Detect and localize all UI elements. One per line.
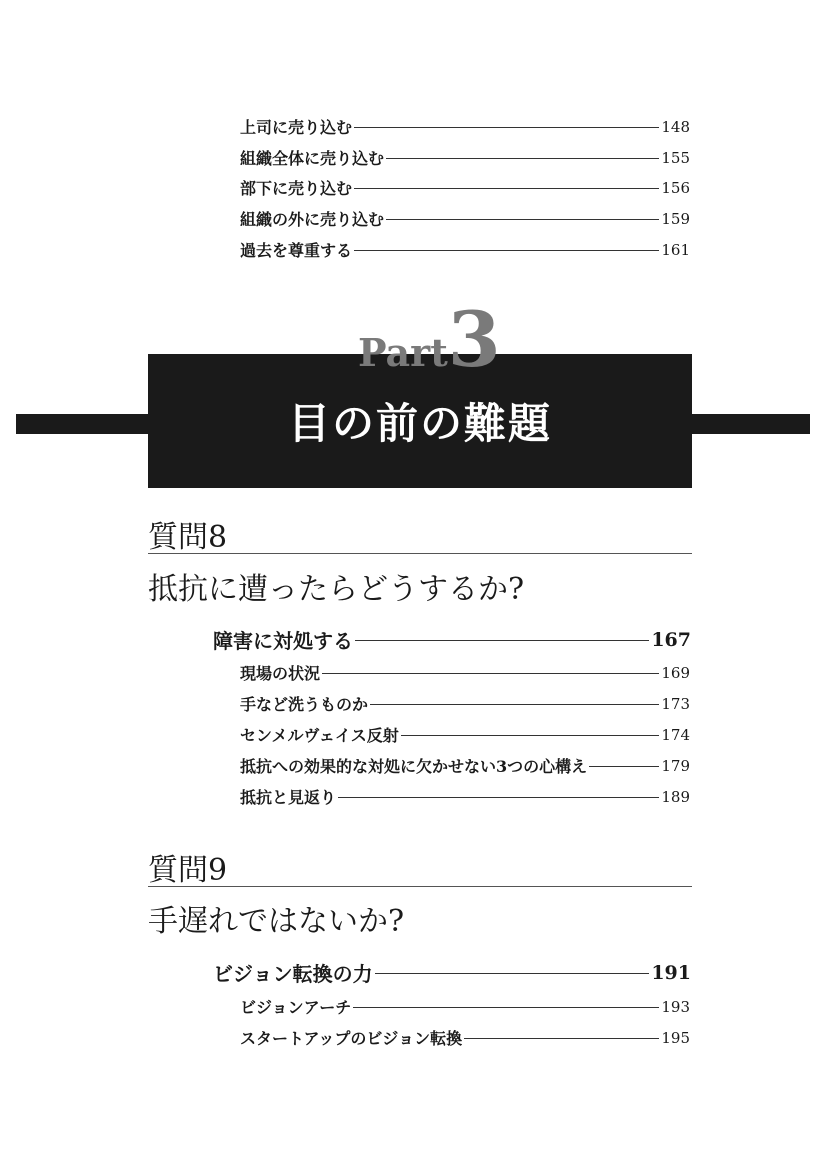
toc-entry-title: 組織の外に売り込む: [240, 210, 385, 229]
toc-entry-title: スタートアップのビジョン転換: [240, 1029, 463, 1048]
toc-section-page: 167: [651, 628, 691, 651]
toc-entry[interactable]: [240, 146, 690, 169]
toc-entry-title: 過去を尊重する: [240, 241, 353, 260]
question-text: 手遅れではないか?: [148, 904, 405, 939]
toc-entry-title: ビジョンアーチ: [240, 998, 352, 1017]
question-divider: [148, 886, 692, 887]
toc-entry-title: 部下に売り込む: [240, 179, 353, 198]
leader-line: [354, 250, 659, 251]
toc-entry-title: 抵抗と見返り: [240, 788, 337, 807]
toc-section-page: 191: [651, 961, 691, 984]
leader-line: [354, 188, 659, 189]
leader-line: [355, 640, 649, 641]
toc-entry-title: 現場の状況: [240, 664, 321, 683]
leader-line: [338, 797, 659, 798]
part-label: [358, 295, 501, 384]
part-title: 目の前の難題: [287, 399, 552, 448]
toc-entry-page: 195: [661, 1028, 690, 1047]
toc-entry-page: 193: [661, 997, 690, 1016]
toc-entry-title: 手など洗うものか: [240, 695, 369, 714]
toc-entry[interactable]: [240, 661, 690, 684]
toc-section-title: ビジョン転換の力: [213, 962, 373, 986]
question-label: 質問8: [148, 520, 228, 555]
leader-line: [354, 127, 659, 128]
decorative-band-right: [690, 414, 810, 434]
toc-section-title: 障害に対処する: [213, 629, 353, 653]
question-label: 質問9: [148, 853, 228, 888]
leader-line: [353, 1007, 659, 1008]
leader-line: [589, 766, 659, 767]
toc-entry[interactable]: [240, 207, 690, 230]
toc-entry-page: 148: [661, 117, 690, 136]
leader-line: [370, 704, 659, 705]
toc-entry-title: 抵抗への効果的な対処に欠かせない3つの心構え: [240, 757, 588, 776]
toc-entry-page: 179: [661, 756, 690, 775]
part-number: 3: [447, 295, 501, 384]
toc-entry[interactable]: [240, 238, 690, 261]
toc-entry-page: 189: [661, 787, 690, 806]
toc-entry-page: 155: [661, 148, 690, 167]
toc-entry[interactable]: [240, 115, 690, 138]
leader-line: [386, 158, 659, 159]
toc-entry[interactable]: [240, 754, 690, 777]
leader-line: [386, 219, 659, 220]
toc-section[interactable]: [213, 625, 691, 654]
toc-entry-title: 組織全体に売り込む: [240, 149, 385, 168]
leader-line: [464, 1038, 659, 1039]
leader-line: [401, 735, 660, 736]
question-divider: [148, 553, 692, 554]
toc-entry-page: 159: [661, 209, 690, 228]
toc-entry[interactable]: [240, 723, 690, 746]
decorative-band-left: [16, 414, 150, 434]
toc-entry[interactable]: [240, 692, 690, 715]
toc-entry[interactable]: [240, 785, 690, 808]
toc-entry[interactable]: [240, 176, 690, 199]
toc-entry-page: 173: [661, 694, 690, 713]
toc-entry[interactable]: [240, 995, 690, 1018]
leader-line: [375, 973, 650, 974]
toc-entry-title: 上司に売り込む: [240, 118, 353, 137]
toc-entry-title: センメルヴェイス反射: [240, 726, 399, 745]
toc-entry[interactable]: [240, 1026, 690, 1049]
part-word: Part: [358, 330, 448, 375]
leader-line: [322, 673, 659, 674]
toc-entry-page: 169: [661, 663, 690, 682]
question-text: 抵抗に遭ったらどうするか?: [148, 572, 525, 607]
toc-section[interactable]: [213, 958, 691, 987]
toc-entry-page: 174: [661, 725, 690, 744]
toc-entry-page: 161: [661, 240, 690, 259]
toc-entry-page: 156: [661, 178, 690, 197]
